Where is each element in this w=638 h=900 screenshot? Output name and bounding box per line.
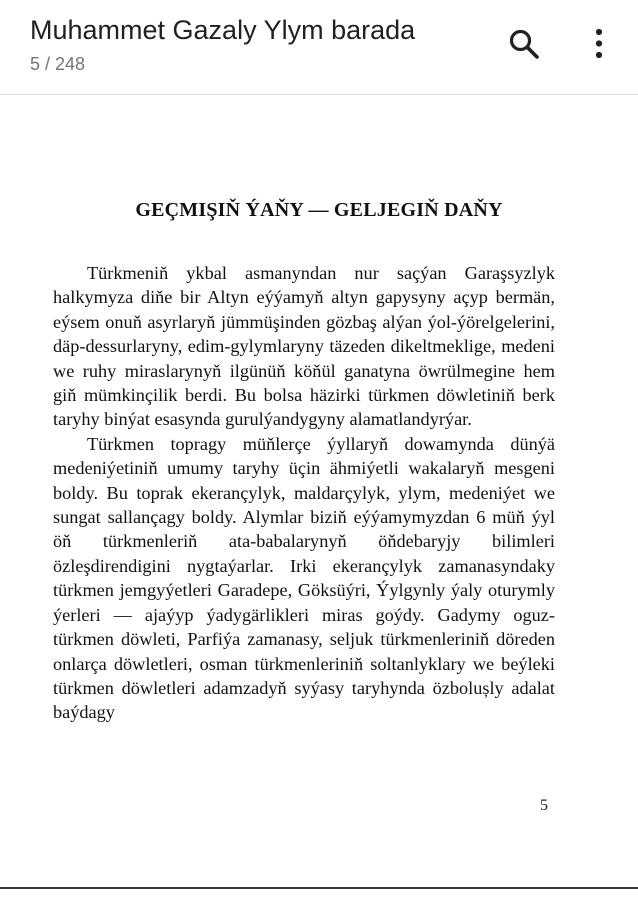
app-bar: [0, 0, 638, 95]
paragraph: Türkmeniň ykbal asmanyndan nur saçýan Garaşsyzlyk halkymyza diňe bir Altyn eýýamyň altyn gapysyny açyp bermän, eýsem onuň asyrlaryň jümmüşinden gözbaş alýan ýol-ýörelgelerini, däp-dessurlaryny, edim-gylymlaryny täzeden dikeltmeklige, medeni we ruhy miraslarynyň ilgünüň köňül ganatyna öwrülmegine hem giň mümkinçilik berdi. Bu bolsa häzirki türkmen döwletiniň berk taryhy binýat esasynda gurulýandygyny alamatlandyrýar.: [53, 263, 555, 430]
page-body-text: [53, 261, 555, 725]
search-button[interactable]: [504, 24, 544, 64]
paragraph: Türkmen topragy müňlerçe ýyllaryň dowamynda dünýä medeniýetiniň umumy taryhy üçin ähmiýetli wakalaryň mesgeni boldy. Bu toprak ekerançylyk, maldarçylyk, ylym, medeniýet we sungat sallançagy boldy. Alymlar biziň eýýamymyzdan 6 müň ýyl öň türkmenleriň ata-babalarynyň öňdebaryjy bilimleri özleşdirendigini nygtaýarlar. Irki ekerançylyk zamanasyndaky türkmen jemgyýetleri Garadepe, Göksüýri, Ýylgynly ýaly oturymly ýerleri — ajaýyp ýadygärlikleri miras goýdy. Gadymy oguz-türkmen döwleti, Parfiýa zamanasy, seljuk türkmenleriniň döreden onlarça döwletleri, osman türkmenleriniň soltanlyklary we beýleki türkmen döwletleri adamzadyň syýasy taryhynda özbolușly adalat baýdagy: [53, 433, 555, 723]
more-vert-icon: [593, 27, 605, 61]
book-title: Muhammet Gazaly Ylym barada: [30, 15, 416, 45]
search-icon: [507, 27, 541, 61]
bottom-divider: [0, 887, 638, 889]
page-number: 5: [540, 797, 548, 814]
chapter-title: GEÇMIŞIŇ ÝAŇY — GELJEGIŇ DAŇY: [135, 199, 503, 221]
overflow-menu-button[interactable]: [579, 24, 619, 64]
page-indicator: 5 / 248: [30, 54, 86, 74]
book-page[interactable]: [0, 95, 638, 888]
